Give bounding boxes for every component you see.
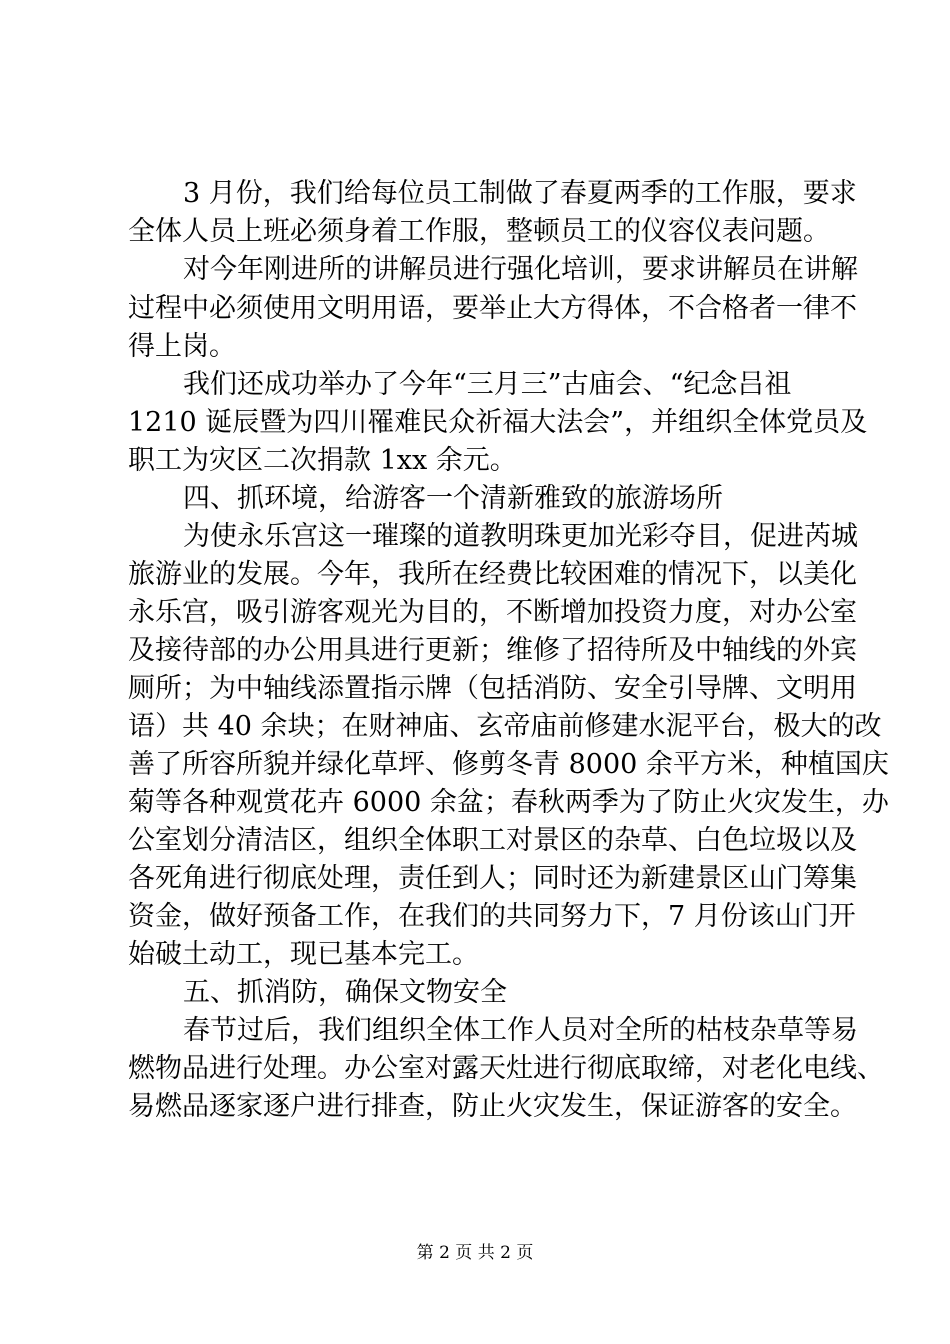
paragraph-line: 善了所容所貌并绿化草坪、修剪冬青 8000 余平方米，种植国庆: [128, 749, 889, 780]
paragraph-line: 1210 诞辰暨为四川罹难民众祈福大法会”，并组织全体党员及: [128, 407, 868, 438]
paragraph-line: 资金，做好预备工作，在我们的共同努力下，7 月份该山门开: [128, 901, 856, 932]
paragraph-line: 永乐宫，吸引游客观光为目的，不断增加投资力度，对办公室: [128, 597, 857, 628]
paragraph-line: 旅游业的发展。今年，我所在经费比较困难的情况下，以美化: [128, 559, 857, 590]
paragraph-line: 职工为灾区二次捐款 1xx 余元。: [128, 445, 517, 476]
paragraph-line: 过程中必须使用文明用语，要举止大方得体，不合格者一律不: [128, 293, 857, 324]
paragraph-line: 始破土动工，现已基本完工。: [128, 939, 479, 970]
paragraph-line: 燃物品进行处理。办公室对露天灶进行彻底取缔，对老化电线、: [128, 1053, 884, 1084]
paragraph-line: 易燃品逐家逐户进行排查，防止火灾发生，保证游客的安全。: [128, 1091, 857, 1122]
section-heading: 五、抓消防，确保文物安全: [183, 977, 507, 1008]
paragraph-line: 全体人员上班必须身着工作服，整顿员工的仪容仪表问题。: [128, 216, 830, 247]
page-indicator: 第 2 页 共 2 页: [416, 1243, 534, 1263]
paragraph-line: 3 月份，我们给每位员工制做了春夏两季的工作服，要求: [183, 178, 857, 209]
paragraph-line: 为使永乐宫这一璀璨的道教明珠更加光彩夺目，促进芮城: [183, 521, 858, 552]
paragraph-line: 公室划分清洁区，组织全体职工对景区的杂草、白色垃圾以及: [128, 825, 857, 856]
paragraph-line: 菊等各种观赏花卉 6000 余盆；春秋两季为了防止火灾发生，办: [128, 787, 889, 818]
paragraph-line: 得上岗。: [128, 331, 236, 362]
paragraph-line: 语）共 40 余块；在财神庙、玄帝庙前修建水泥平台，极大的改: [128, 711, 882, 742]
paragraph-line: 春节过后，我们组织全体工作人员对全所的枯枝杂草等易: [183, 1015, 858, 1046]
paragraph-line: 我们还成功举办了今年“三月三”古庙会、“纪念吕祖: [183, 369, 792, 400]
paragraph-line: 厕所；为中轴线添置指示牌（包括消防、安全引导牌、文明用: [128, 673, 857, 704]
section-heading: 四、抓环境，给游客一个清新雅致的旅游场所: [183, 483, 723, 514]
paragraph-line: 及接待部的办公用具进行更新；维修了招待所及中轴线的外宾: [128, 635, 857, 666]
paragraph-line: 各死角进行彻底处理，责任到人；同时还为新建景区山门筹集: [128, 863, 857, 894]
paragraph-line: 对今年刚进所的讲解员进行强化培训，要求讲解员在讲解: [183, 254, 858, 285]
